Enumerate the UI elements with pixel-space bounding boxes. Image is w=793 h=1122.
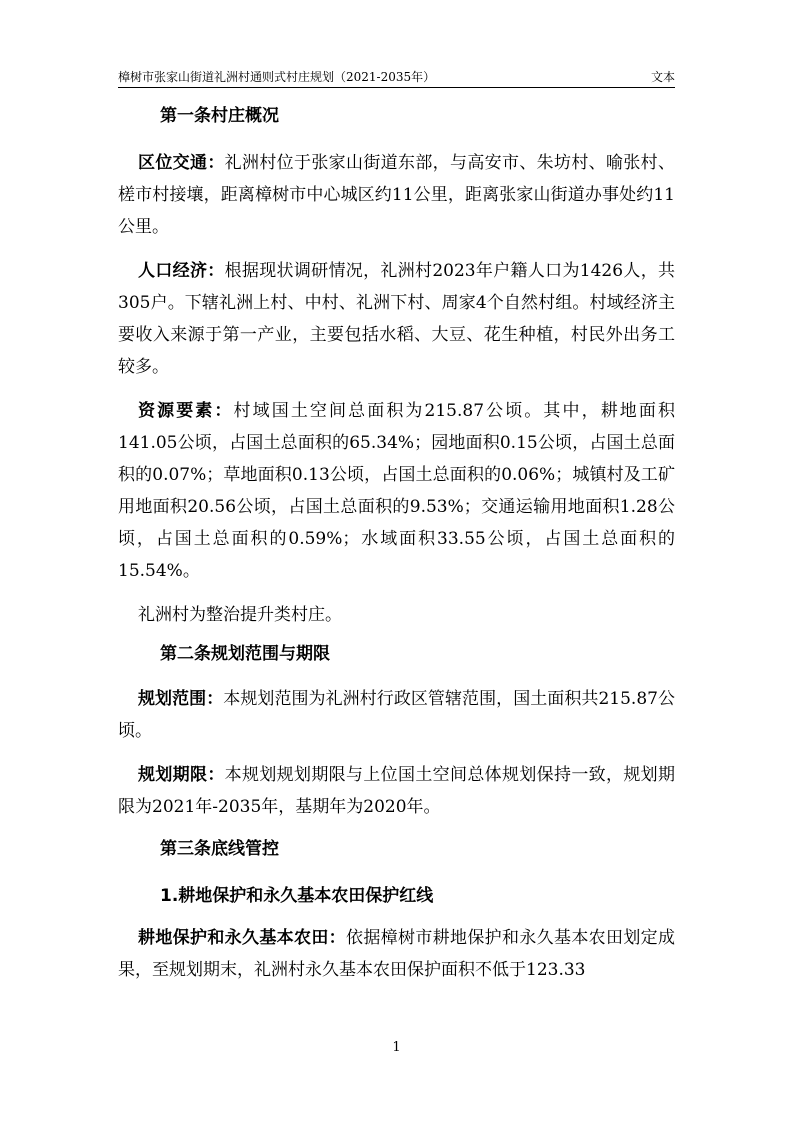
subsection-1-title: 1.耕地保护和永久基本农田保护红线 — [160, 886, 434, 906]
population-lead: 人口经济： — [138, 261, 225, 281]
period-lead: 规划期限： — [138, 765, 225, 785]
article-1-title: 第一条村庄概况 — [160, 106, 279, 126]
population-text: 根据现状调研情况，礼洲村2023年户籍人口为1426人，共305户。下辖礼洲上村、中村、礼洲下村、周家4个自然村组。村域经济主要收入来源于第一产业，主要包括水稻、大豆、花生种植，村民外出务工较多。 — [118, 261, 676, 377]
resource-lead: 资源要素： — [138, 401, 234, 421]
article-3-title: 第三条底线管控 — [160, 839, 279, 859]
location-paragraph — [118, 147, 675, 243]
resource-text: 村域国土空间总面积为215.87公顷。其中，耕地面积141.05公顷，占国土总面积的65.34%；园地面积0.15公顷，占国土总面积的0.07%；草地面积0.13公顷，占国土总面积的0.06%；城镇村及工矿用地面积20.56公顷，占国土总面积的9.53%；交通运输用地面积1.28公顷，占国土总面积的0.59%；水域面积33.55公顷，占国土总面积的15.54%。 — [118, 401, 676, 581]
classification-paragraph — [118, 599, 675, 631]
page-header — [118, 66, 675, 86]
scope-text: 本规划范围为礼洲村行政区管辖范围，国土面积共215.87公顷。 — [118, 689, 676, 741]
scope-paragraph — [118, 683, 675, 747]
location-text: 礼洲村位于张家山街道东部，与高安市、朱坊村、喻张村、槎市村接壤，距离樟树市中心城区约11公里，距离张家山街道办事处约11公里。 — [118, 153, 676, 237]
farmland-text: 依据樟树市耕地保护和永久基本农田划定成果，至规划期末，礼洲村永久基本农田保护面积不低于123.33 — [118, 928, 675, 980]
classification-text: 礼洲村为整治提升类村庄。 — [138, 605, 342, 625]
scope-lead: 规划范围： — [138, 689, 224, 709]
resource-paragraph — [118, 395, 675, 587]
section-label: 文本 — [650, 69, 675, 84]
page-number: 1 — [392, 1040, 401, 1055]
farmland-lead: 耕地保护和永久基本农田： — [138, 928, 346, 948]
population-paragraph — [118, 255, 675, 383]
farmland-paragraph — [118, 922, 675, 986]
article-2-title: 第二条规划范围与期限 — [160, 644, 330, 664]
period-paragraph — [118, 759, 675, 823]
header-divider — [118, 87, 675, 88]
document-title: 樟树市张家山街道礼洲村通则式村庄规划（2021-2035年） — [118, 69, 436, 84]
period-text: 本规划规划期限与上位国土空间总体规划保持一致，规划期限为2021年-2035年，基期年为2020年。 — [118, 765, 676, 817]
location-lead: 区位交通： — [138, 153, 225, 173]
document-body — [118, 100, 675, 986]
